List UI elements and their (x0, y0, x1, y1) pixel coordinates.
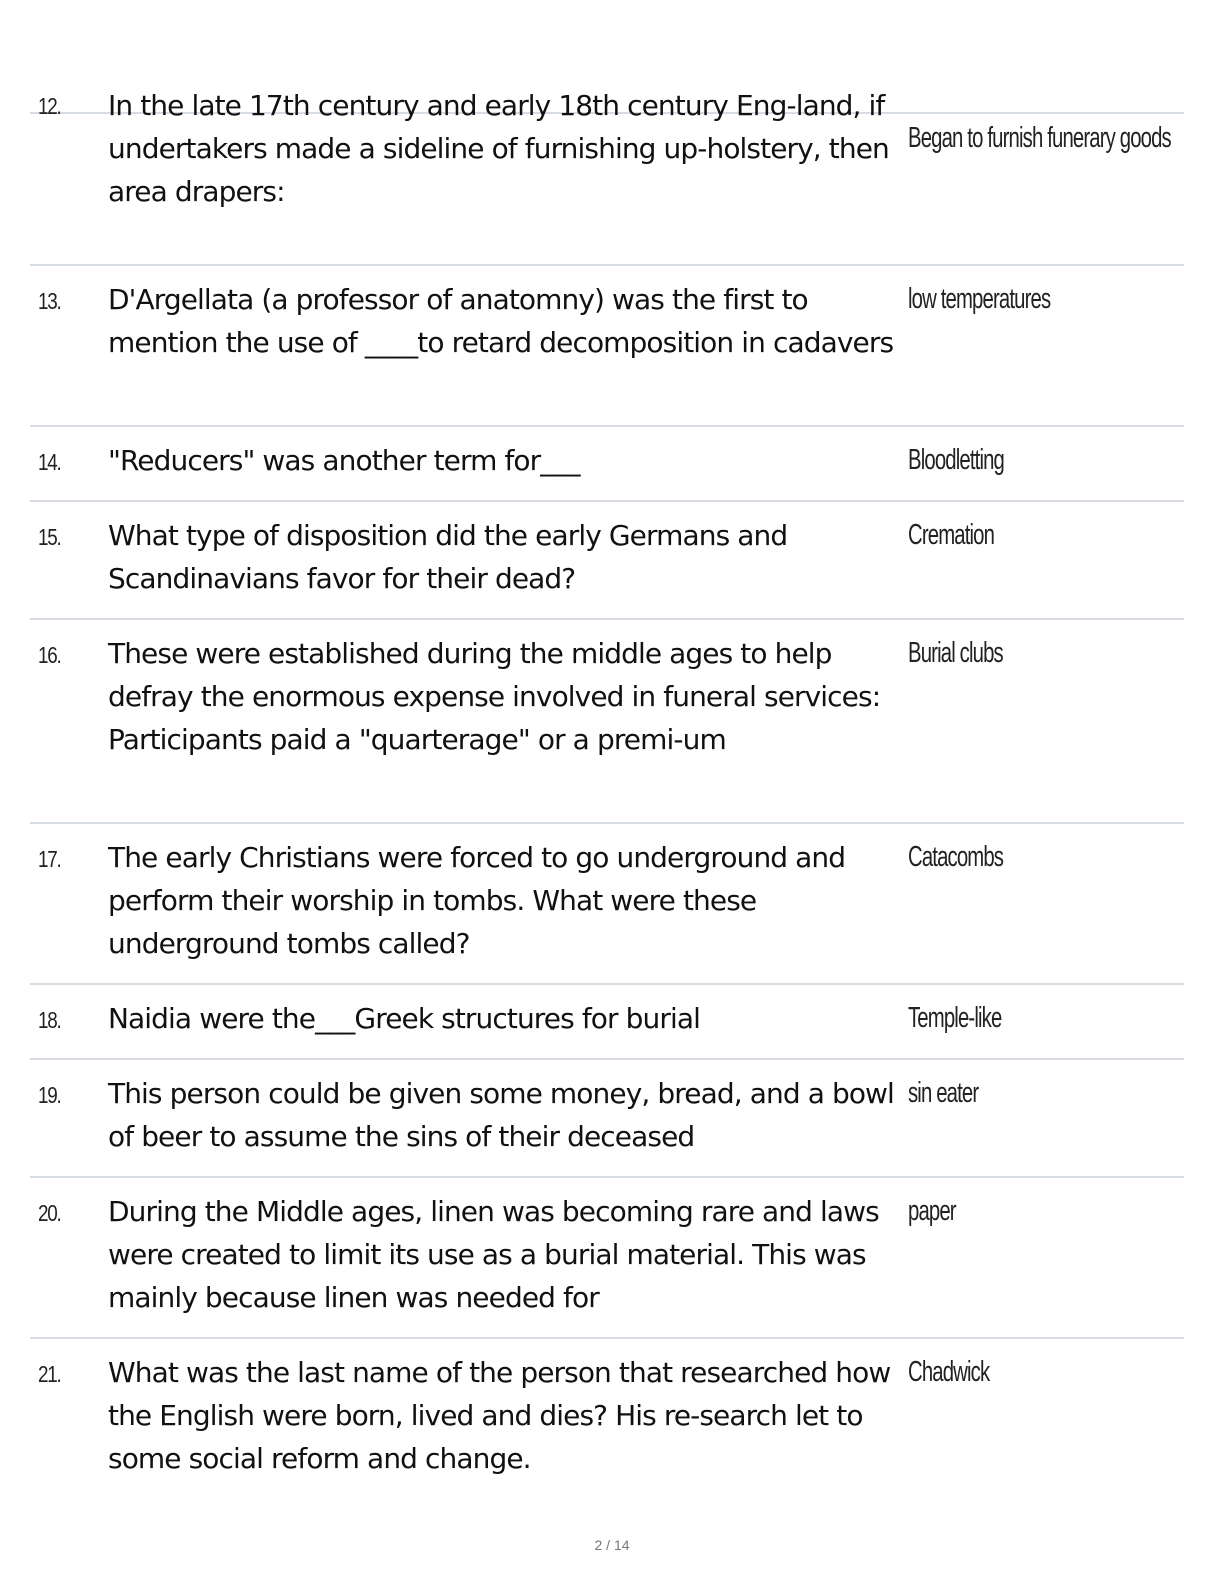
question-text: This person could be given some money, bread, and a bowl of beer to assume the sins of their deceased (108, 1077, 894, 1153)
question-number: 17. (38, 846, 61, 872)
answer-text: Catacombs (908, 841, 1004, 873)
answer-text: sin eater (908, 1077, 979, 1109)
question-number: 13. (38, 288, 61, 314)
row-divider (30, 1337, 1184, 1339)
question-number: 16. (38, 642, 61, 668)
row-divider (30, 983, 1184, 985)
answer-text: Temple-like (908, 1002, 1002, 1034)
question-text (108, 84, 900, 213)
answer-text: low temperatures (908, 283, 1051, 315)
question-text: The early Christians were forced to go underground and perform their worship in tombs. What were these underground tombs called? (108, 841, 846, 960)
question-text: What type of disposition did the early Germans and Scandinavians favor for their dead? (108, 519, 788, 595)
row-divider (30, 1176, 1184, 1178)
row-divider (30, 618, 1184, 620)
answer-text: Bloodletting (908, 444, 1005, 476)
question-number: 14. (38, 449, 61, 475)
answer-text: paper (908, 1195, 956, 1227)
question-text: During the Middle ages, linen was becoming rare and laws were created to limit its use as a burial material. This was mainly because linen was needed for (108, 1195, 879, 1314)
page-number: 2 / 14 (594, 1537, 630, 1553)
question-text: Naidia were the___Greek structures for burial (108, 1002, 700, 1035)
row-divider (30, 500, 1184, 502)
answer-text: Cremation (908, 519, 995, 551)
question-number: 21. (38, 1361, 61, 1387)
question-text: D'Argellata (a professor of anatomny) was the first to mention the use of ____to retard decomposition in cadavers (108, 283, 894, 359)
question-number: 20. (38, 1200, 61, 1226)
answer-text: Burial clubs (908, 637, 1003, 669)
question-text-content: In the late 17th century and early 18th century Eng-land, if undertakers made a sideline of furnishing up-holstery, then area drapers: (108, 89, 889, 208)
answer-text: Chadwick (908, 1356, 990, 1388)
question-text: "Reducers" was another term for___ (108, 444, 580, 477)
row-divider (30, 822, 1184, 824)
question-number: 19. (38, 1082, 61, 1108)
question-text: These were established during the middle ages to help defray the enormous expense involved in funeral services: Participants paid a "quarterage" or a premi-um (108, 637, 881, 756)
question-number: 12. (38, 93, 61, 119)
row-divider (30, 425, 1184, 427)
row-divider (30, 264, 1184, 266)
answer-text: Began to furnish funerary goods (908, 122, 1171, 154)
question-text: What was the last name of the person that researched how the English were born, lived and dies? His re-search let to some social reform and change. (108, 1356, 891, 1475)
question-number: 15. (38, 524, 61, 550)
question-number: 18. (38, 1007, 61, 1033)
row-divider (30, 1058, 1184, 1060)
